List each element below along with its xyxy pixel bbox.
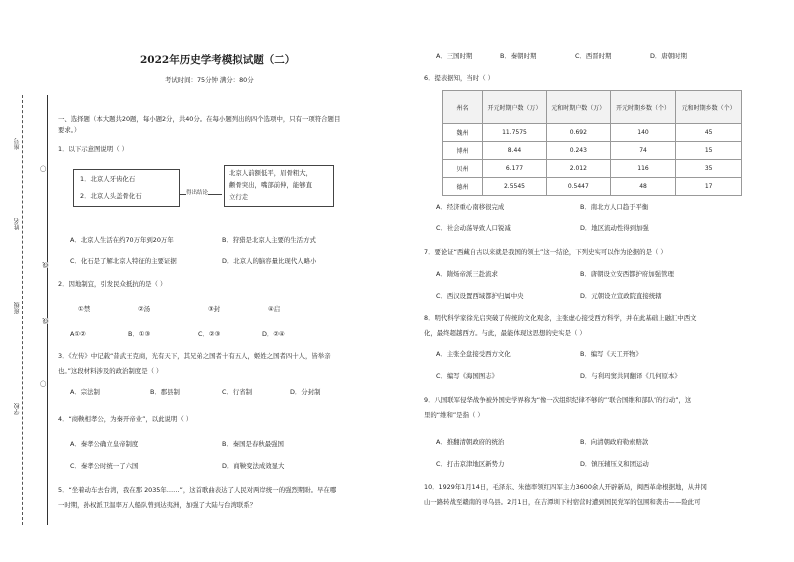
q2-item: ④启 [268,305,281,313]
table-row [443,160,742,178]
question-1: 1．以下示意图说明（ ） [58,145,129,153]
q2-option-c[interactable]: C．②③ [198,330,221,338]
table-cell: 0.692 [546,124,610,142]
section1-intro-cont: 要求。） [58,126,81,134]
q2-item: ②汤 [138,305,151,313]
question-10-line1: 10．1929年1月14日，毛泽东、朱德率领红四军主力3600余人开辟新局，闽西革命根据地，从井冈 [424,483,707,491]
q3-option-d[interactable]: D．分封制 [290,388,321,396]
table-cell: 6.177 [483,160,547,178]
table-cell: 魏州 [443,124,483,142]
q6-option-b[interactable]: B．南北方人口趋于平衡 [580,203,649,211]
q7-option-d[interactable]: D．元朝设立宣政院直接统辖 [580,292,662,300]
binding-line-word: 线 [43,262,50,268]
question-4: 4．“商鞅相孝公，为秦开帝业”，以此说明（ ） [58,415,193,423]
q2-item: ①禁 [78,305,91,313]
q5-option-c[interactable]: C．西晋时期 [575,52,612,60]
table-cell: 0.5447 [546,178,610,196]
q9-option-d[interactable]: D．镇压辅压义和团运动 [580,460,649,468]
question-3-line1: 3．《左传》中记载“昔武王克商，光有天下，其兄弟之国者十有五人，姬姓之国者四十人，皆举亲 [58,352,331,360]
q1-evidence-item: 1．北京人牙齿化石 [80,175,136,183]
table-cell: 45 [676,124,742,142]
class-label: 班级 [14,302,21,314]
q2-option-a[interactable]: A①② [70,330,86,338]
table-cell: 17 [676,178,742,196]
section1-intro: 一、选择题（本大题共20题，每小题2分，共40分。在每小题列出的四个选项中，只有一项符合题目 [58,115,341,123]
q8-option-b[interactable]: B．编写《天工开物》 [580,350,642,358]
q1-option-b[interactable]: B．狩猎是北京人主要的生活方式 [222,236,316,244]
table-cell: 74 [610,142,676,160]
page-title: 2022年历史学考模拟试题（二） [140,54,296,66]
question-5-line1: 5．“坐着动车去台湾，我在那 2035年……”，这首歌曲表达了人民对两岸统一的强烈期盼。早在哪 [58,486,337,494]
table-cell: 博州 [443,142,483,160]
q1-arrow-label: 得出结论 [186,190,209,196]
population-table [442,90,742,196]
q8-option-d[interactable]: D．与利玛窦共同翻译《几何原本》 [580,372,681,380]
q3-option-c[interactable]: C．行省制 [222,388,253,396]
q9-option-a[interactable]: A．推翻清朝政府的统治 [436,438,505,446]
q6-option-a[interactable]: A．经济重心南移很完成 [436,203,505,211]
q1-evidence-item: 2．北京人头盖骨化石 [80,192,142,200]
table-row [443,178,742,196]
table-cell: 德州 [443,178,483,196]
table-cell: 0.243 [546,142,610,160]
q4-option-c[interactable]: C．秦孝公时统一了六国 [70,462,139,470]
question-8-line1: 8．明代科学家徐光启突破了传统的文化观念，主张虚心接受西方科学，并在此基础上融汇中西文 [424,314,697,322]
table-header-row [443,91,742,124]
q5-option-a[interactable]: A．三国时期 [436,52,473,60]
q8-option-c[interactable]: C．编写《海国图志》 [436,372,498,380]
seat-label: 座号 [14,138,21,150]
table-cell: 140 [610,124,676,142]
q2-item: ③封 [208,305,221,313]
table-cell: 15 [676,142,742,160]
exam-info: 考试时间：75分钟 满分：80分 [165,76,254,84]
q4-option-d[interactable]: D．商鞅变法成效显大 [222,462,285,470]
q1-conclusion-line: 北京人前额低平，眉骨粗大， [229,169,313,177]
table-header: 州名 [443,91,483,124]
q1-option-c[interactable]: C．化石是了解北京人特征的主要证据 [70,257,177,265]
question-6: 6．提表据知，当时（ ） [424,74,495,82]
binding-circle: 〇 [40,380,47,388]
table-cell: 2.5545 [483,178,547,196]
q5-option-b[interactable]: B．秦朝时期 [500,52,537,60]
q2-option-b[interactable]: B．①③ [128,330,151,338]
table-cell: 2.012 [546,160,610,178]
q7-option-a[interactable]: A．隋炀帝派三赴流求 [436,270,498,278]
table-row [443,142,742,160]
table-row [443,124,742,142]
q4-option-a[interactable]: A．秦孝公确立皇帝制度 [70,440,139,448]
school-label: 学校 [14,403,21,415]
table-cell: 35 [676,160,742,178]
q1-conclusion-line: 立行走 [229,193,249,201]
binding-circle: 〇 [40,165,47,173]
table-cell: 116 [610,160,676,178]
question-2: 2．因地制宜，引发民众抵抗的是（ ） [58,280,167,288]
table-cell: 8.44 [483,142,547,160]
table-cell: 11.7575 [483,124,547,142]
q6-option-c[interactable]: C．社会动荡导致人口锐减 [436,224,511,232]
question-3-line2: 也。”这段材料涉及的政治制度是（ ） [58,367,163,375]
q6-option-d[interactable]: D．地区流动性得到加强 [580,224,649,232]
question-5-line2: 一时期，孙权派卫温率万人船队曾到达夷洲，加强了大陆与台湾联系？ [58,501,257,509]
q3-option-a[interactable]: A．宗法制 [70,388,100,396]
table-header: 开元时期乡数（个） [610,91,676,124]
table-header: 元和时期乡数（个） [676,91,742,124]
question-10-line2: 山一路转战至赣南的寻乌县。2月1日，在吉潭圳下村宿营时遭到国民党军的包围和袭击——险此可 [424,498,701,506]
question-7: 7．要论证“西藏自古以来就是我国的领土”这一结论，下列史实可以作为论据的是（ ） [424,248,667,256]
question-9-line1: 9．八国联军侵华战争被外国史学界称为“像一次组织纪律不够的”‘联合国维和部队’的行动”，这 [424,396,692,404]
table-header: 开元时期户数（万） [483,91,547,124]
table-cell: 贝州 [443,160,483,178]
q1-conclusion-line: 颧骨突出，嘴部前伸，能够直 [229,181,313,189]
binding-dashed-line [22,95,23,525]
q1-option-a[interactable]: A．北京人生活在约70万年到20万年 [70,236,174,244]
binding-line-word: 线 [43,318,50,324]
q7-option-b[interactable]: B．唐朝设立安西都护府加强管理 [580,270,674,278]
table-header: 元和时期户数（万） [546,91,610,124]
q1-option-d[interactable]: D．北京人的脑容量比现代人略小 [222,257,317,265]
q3-option-b[interactable]: B．郡县制 [150,388,180,396]
binding-solid-line [47,95,48,525]
q4-option-b[interactable]: B．秦国是春秋最强国 [222,440,284,448]
q9-option-c[interactable]: C．打击京津地区新势力 [436,460,505,468]
question-8-line2: 化，最终超越西方。与此，最能体现这思想的史实是（ ） [424,329,586,337]
table-cell: 48 [610,178,676,196]
q7-option-c[interactable]: C．西汉设置西域都护归属中央 [436,292,524,300]
q9-option-b[interactable]: B．向清朝政府勒索赔款 [580,438,649,446]
q5-option-d[interactable]: D．唐朝时期 [650,52,687,60]
name-label: 姓名 [14,218,21,230]
question-9-line2: 里的“维和”是指（ ） [424,411,484,419]
q2-option-d[interactable]: D．②④ [262,330,285,338]
q8-option-a[interactable]: A．主张全盘接受西方文化 [436,350,511,358]
